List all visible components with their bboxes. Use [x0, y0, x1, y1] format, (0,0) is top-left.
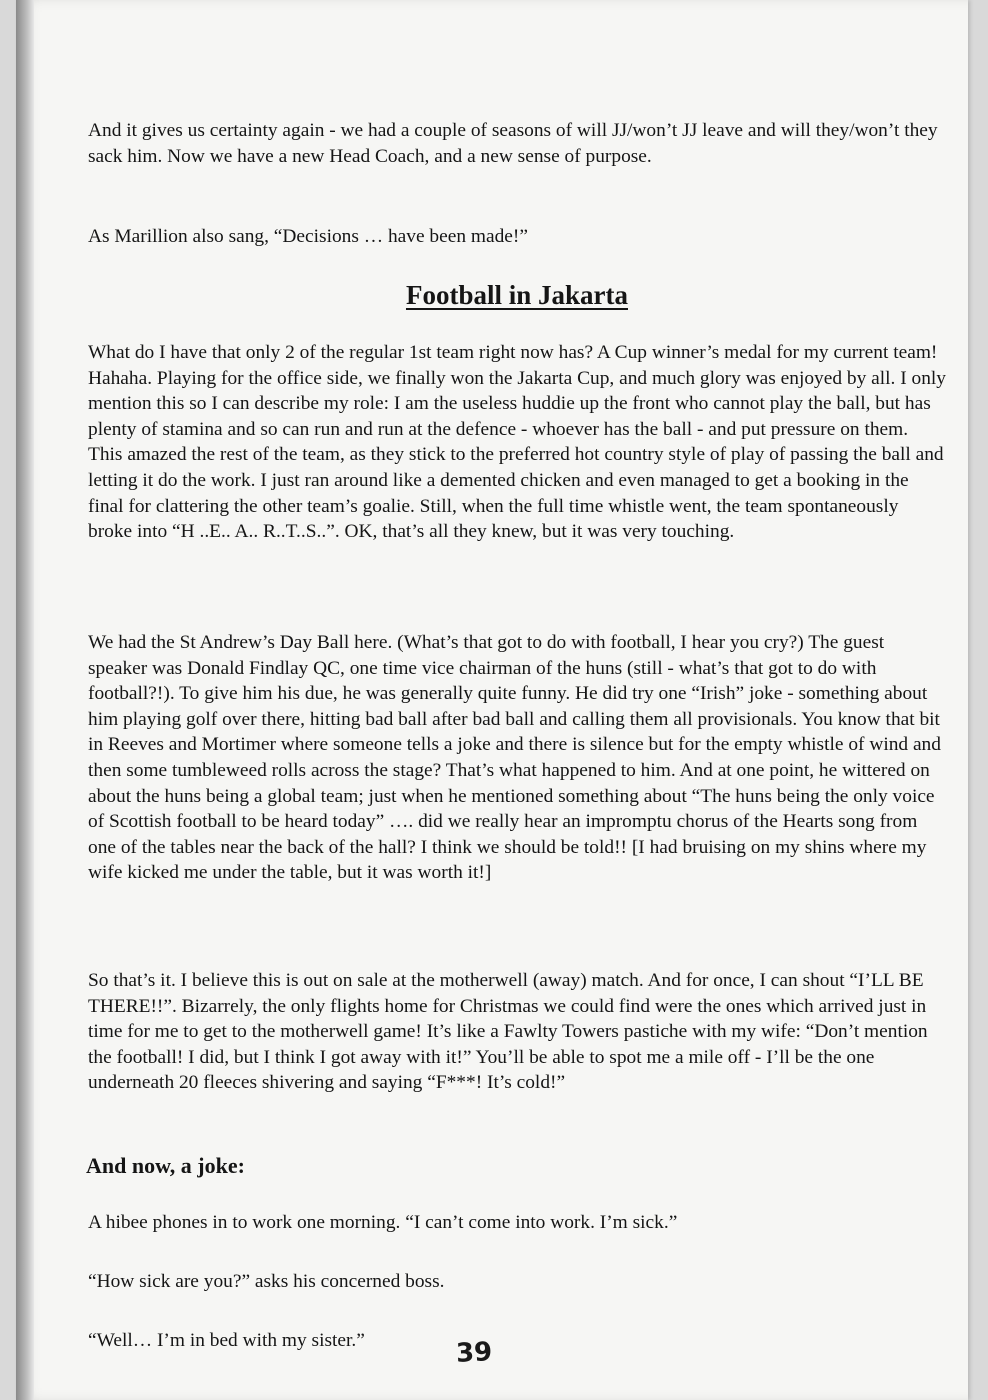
- section-heading-football-in-jakarta: Football in Jakarta: [405, 280, 628, 310]
- book-spine-shadow: [16, 0, 34, 1400]
- document-page: [16, 0, 968, 1400]
- paragraph-intro: And it gives us certainty again - we had a couple of seasons of will JJ/won’t JJ leave and will they/won’t they sack him. Now we have a new Head Coach, and a new sense of purpose.: [88, 120, 938, 167]
- page-number: 39: [455, 1337, 493, 1369]
- joke-line-1: A hibee phones in to work one morning. “I can’t come into work. I’m sick.”: [88, 1212, 678, 1233]
- paragraph-ending: So that’s it. I believe this is out on sale at the motherwell (away) match. And for once, I can shout “I’LL BE THERE!!”. Bizarrely, the only flights home for Christmas we could find were the ones which arrived just in time for me to get to the motherwell game! It’s like a Fawlty Towers pastiche with my wife: “Don’t mention the football! I did, but I think I got away with it!” You’ll be able to spot me a mile off - I’ll be the one underneath 20 fleeces shivering and saying “F***! It’s cold!”: [88, 970, 928, 1094]
- paragraph-st-andrews-ball: We had the St Andrew’s Day Ball here. (What’s that got to do with football, I hear you cry?) The guest speaker was Donald Findlay QC, one time vice chairman of the huns (still - what’s that got to do with football?!). To give him his due, he was generally quite funny. He did try one “Irish” joke - something about him playing golf over there, hitting bad ball after bad ball and calling them all provisionals. You know that bit in Reeves and Mortimer where someone tells a joke and there is silence but for the empty whistle of wind and then some tumbleweed rolls across the stage? That’s what happened to him. And at one point, he wittered on about the huns being a global team; just when he mentioned something about “The huns being the only voice of Scottish football to be heard today” …. did we really hear an impromptu chorus of the Hearts song from one of the tables near the back of the hall? I think we should be told!! [I had bruising on my shins where my wife kicked me under the table, but it was worth it!]: [88, 632, 941, 884]
- joke-line-3: “Well… I’m in bed with my sister.”: [88, 1330, 365, 1351]
- joke-line-2: “How sick are you?” asks his concerned boss.: [88, 1271, 445, 1292]
- paragraph-jakarta: What do I have that only 2 of the regular 1st team right now has? A Cup winner’s medal for my current team! Hahaha. Playing for the office side, we finally won the Jakarta Cup, and much glory was enjoyed by all. I only mention this so I can describe my role: I am the useless huddie up the front who cannot play the ball, but has plenty of stamina and so can run and run at the defence - whoever has the ball - and put pressure on them. This amazed the rest of the team, as they stick to the preferred hot country style of play of passing the ball and letting it do the work. I just ran around like a demented chicken and even managed to get a booking in the final for clattering the other team’s goalie. Still, when the full time whistle went, the team spontaneously broke into “H ..E.. A.. R..T..S..”. OK, that’s all they knew, but it was very touching.: [88, 342, 946, 543]
- section-heading-joke: And now, a joke:: [86, 1153, 245, 1178]
- paragraph-marillion: As Marillion also sang, “Decisions … have been made!”: [88, 226, 528, 247]
